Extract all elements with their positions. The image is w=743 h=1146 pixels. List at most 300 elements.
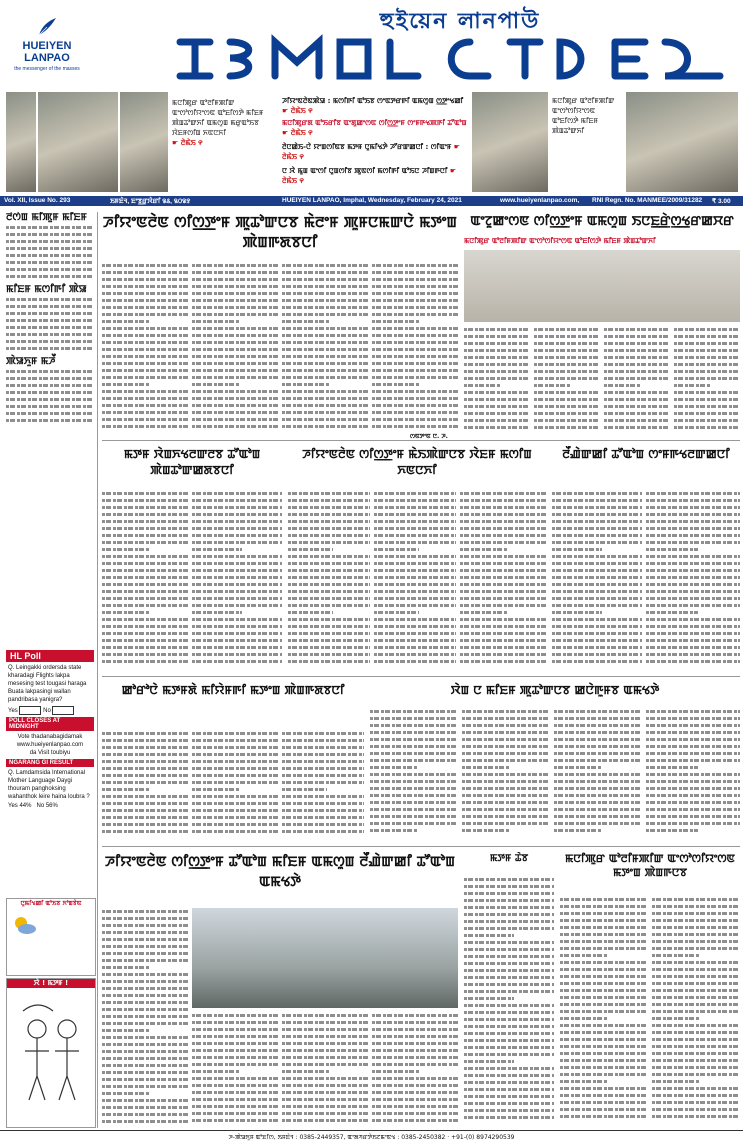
text-line xyxy=(372,1110,458,1117)
text-line xyxy=(288,574,370,581)
text-line xyxy=(560,987,648,994)
text-line xyxy=(464,389,530,396)
text-line xyxy=(374,553,456,560)
text-line xyxy=(288,560,370,567)
text-line xyxy=(462,806,550,813)
weather-box xyxy=(6,898,96,976)
text-line xyxy=(462,813,550,820)
weather-label: ꯅꯨꯃꯤꯠꯀꯤ ꯑꯣꯏꯕ ꯈꯣꯡꯕꯥꯟ xyxy=(20,900,82,907)
text-line xyxy=(652,1099,740,1106)
text-line xyxy=(674,361,740,368)
text-line xyxy=(372,423,458,430)
text-line xyxy=(192,1068,239,1075)
text-line xyxy=(192,1061,278,1068)
text-line xyxy=(372,1096,458,1103)
text-line xyxy=(192,800,278,807)
text-line xyxy=(282,1061,368,1068)
text-line xyxy=(288,658,370,665)
text-line xyxy=(560,1064,648,1071)
text-line xyxy=(288,518,370,525)
text-line xyxy=(102,828,188,835)
text-line xyxy=(370,764,418,771)
text-line xyxy=(604,403,670,410)
text-line xyxy=(102,311,188,318)
main-story-col-2 xyxy=(192,262,278,434)
text-line xyxy=(282,262,368,269)
text-line xyxy=(372,367,458,374)
section-rule xyxy=(102,846,740,847)
text-line xyxy=(460,651,546,658)
text-line xyxy=(192,360,278,367)
text-line xyxy=(674,396,740,403)
lead-headline-2: ꯃꯅꯤꯄꯨꯔꯗ ꯑꯣꯏꯔꯤꯕ ꯑꯦꯗꯨꯀꯦꯁꯟ ꯁꯤꯁ꯭ꯇꯦꯝ ꯁꯦꯝꯒꯠꯄꯒꯤ ꯊꯧꯑꯣꯡ ☛ ꯂꯥꯃꯥꯏ ꯵ xyxy=(282,119,467,137)
text-line xyxy=(6,273,94,280)
text-line xyxy=(102,1027,149,1034)
text-line xyxy=(102,730,188,737)
text-line xyxy=(370,750,458,757)
paper-date-line: HUEIYEN LANPAO, Imphal, Wednesday, February 24, 2021 xyxy=(282,197,462,204)
text-line xyxy=(554,785,642,792)
text-line xyxy=(288,546,333,553)
text-line xyxy=(102,353,188,360)
text-line xyxy=(6,345,94,352)
text-line xyxy=(288,490,370,497)
text-line xyxy=(674,375,740,382)
brand-name-1: HUEIYEN xyxy=(22,40,72,52)
text-line xyxy=(102,416,188,423)
text-line xyxy=(282,1054,368,1061)
side-headline: ꯃꯅꯤꯄꯨꯔ ꯑꯣꯂꯤꯝꯄꯤꯛ ꯑꯦꯁꯣꯁꯤꯌꯦꯁꯟ ꯑꯣꯐꯤꯁꯇꯥ ꯃꯤꯐꯝ ꯄꯥꯡꯊꯣꯛꯈꯤ ꯑꯃꯁꯨꯡ ꯃꯔꯨꯑꯣꯏꯕ ꯋꯥꯐꯝꯁꯤꯡ ꯈꯟꯅꯈꯤ ☛ ꯂꯥꯃꯥꯏ ꯵ xyxy=(172,99,264,147)
text-line xyxy=(462,715,550,722)
text-line xyxy=(102,1083,188,1090)
text-line xyxy=(646,532,740,539)
text-line xyxy=(462,785,550,792)
text-line xyxy=(554,708,642,715)
text-line xyxy=(460,609,507,616)
text-line xyxy=(102,588,188,595)
column-rule xyxy=(97,212,98,1128)
text-line xyxy=(192,644,282,651)
text-line xyxy=(372,1047,458,1054)
text-line xyxy=(6,245,94,252)
text-line xyxy=(102,318,149,325)
text-line xyxy=(282,1047,368,1054)
poll-options: Yes No xyxy=(6,706,94,715)
text-line xyxy=(372,1089,458,1096)
text-line xyxy=(552,539,642,546)
text-line xyxy=(6,259,94,266)
poll-no-checkbox[interactable] xyxy=(52,706,74,715)
text-line xyxy=(102,602,188,609)
text-line xyxy=(460,539,546,546)
text-line xyxy=(460,497,546,504)
text-line xyxy=(192,283,278,290)
text-line xyxy=(192,793,278,800)
text-line xyxy=(282,1019,368,1026)
text-line xyxy=(288,595,370,602)
text-line xyxy=(604,333,670,340)
text-line xyxy=(282,325,368,332)
text-line xyxy=(462,799,550,806)
poll-yes-checkbox[interactable] xyxy=(19,706,41,715)
left-headline-1: ꯂꯩꯁꯥꯡ ꯃꯤꯄꯨꯝ ꯃꯤꯐꯝ xyxy=(6,212,87,223)
text-line xyxy=(372,388,458,395)
row3-left-col-1 xyxy=(102,730,188,840)
text-line xyxy=(646,602,740,609)
text-line xyxy=(102,814,188,821)
text-line xyxy=(6,296,94,303)
left-story-1-body xyxy=(6,224,94,280)
text-line xyxy=(646,525,740,532)
text-line xyxy=(646,518,740,525)
text-line xyxy=(464,932,514,939)
text-line xyxy=(102,908,188,915)
text-line xyxy=(282,269,368,276)
main-story-byline: ꯁꯟꯇꯦꯟ ꯅ. ꯍ. xyxy=(410,433,448,440)
text-line xyxy=(192,779,278,786)
text-line xyxy=(102,395,188,402)
photo-official xyxy=(120,92,168,192)
text-line xyxy=(560,1113,648,1120)
text-line xyxy=(288,581,370,588)
text-line xyxy=(464,1079,554,1086)
text-line xyxy=(464,375,530,382)
text-line xyxy=(192,381,239,388)
text-line xyxy=(460,560,546,567)
photo-soldier xyxy=(6,92,36,192)
text-line xyxy=(646,799,740,806)
text-line xyxy=(554,729,642,736)
text-line xyxy=(288,532,370,539)
text-line xyxy=(102,915,188,922)
text-line xyxy=(192,297,278,304)
text-line xyxy=(102,644,188,651)
text-line xyxy=(282,1117,368,1124)
text-line xyxy=(282,1089,368,1096)
text-line xyxy=(374,539,456,546)
text-line xyxy=(102,623,188,630)
text-line xyxy=(552,553,642,560)
section-rule xyxy=(102,676,740,677)
feather-logo-icon xyxy=(36,16,58,38)
text-line xyxy=(464,1100,554,1107)
text-line xyxy=(192,1047,278,1054)
text-line xyxy=(646,651,740,658)
text-line xyxy=(370,722,458,729)
text-line xyxy=(372,269,458,276)
text-line xyxy=(102,793,188,800)
text-line xyxy=(102,1076,188,1083)
lead-headline-3: ꯂꯥꯅꯀꯥꯏ-ꯅꯥ ꯌꯦꯡꯁꯤꯟꯕ ꯃꯇꯝ ꯅꯨꯃꯤꯠꯇꯥ ꯍꯧꯔꯛꯀꯅꯤ : ꯁꯤꯑꯦꯝ ☛ ꯂꯥꯃꯥꯏ ꯵ xyxy=(282,143,461,161)
text-line xyxy=(102,772,188,779)
text-line xyxy=(372,346,458,353)
text-line xyxy=(374,574,456,581)
text-line xyxy=(288,644,370,651)
right-story-col-4 xyxy=(674,326,740,434)
text-line xyxy=(102,779,188,786)
text-line xyxy=(102,374,188,381)
text-line xyxy=(460,630,546,637)
text-line xyxy=(102,786,149,793)
text-line xyxy=(102,339,188,346)
bottom-right-col-1 xyxy=(560,896,648,1126)
text-line xyxy=(6,403,94,410)
text-line xyxy=(464,925,554,932)
text-line xyxy=(372,304,458,311)
text-line xyxy=(288,630,370,637)
text-line xyxy=(646,757,740,764)
text-line xyxy=(372,318,419,325)
text-line xyxy=(372,332,458,339)
text-line xyxy=(282,1075,368,1082)
text-line xyxy=(460,525,546,532)
text-line xyxy=(464,967,554,974)
text-line xyxy=(534,326,600,333)
text-line xyxy=(6,238,94,245)
text-line xyxy=(102,511,188,518)
text-line xyxy=(646,785,740,792)
main-story-col-1 xyxy=(102,262,188,434)
text-line xyxy=(102,807,188,814)
poll-website-link[interactable]: www.hueiyenlanpao.com xyxy=(16,742,84,748)
text-line xyxy=(6,303,94,310)
text-line xyxy=(282,311,368,318)
text-line xyxy=(374,490,456,497)
text-line xyxy=(534,375,600,382)
text-line xyxy=(554,715,642,722)
bengali-title: হুইয়েন লানপাউ xyxy=(379,9,541,34)
text-line xyxy=(192,730,278,737)
text-line xyxy=(192,574,282,581)
text-line xyxy=(464,410,530,417)
bottom-mid-col xyxy=(464,876,554,1126)
text-line xyxy=(464,1037,554,1044)
text-line xyxy=(560,973,648,980)
text-line xyxy=(464,1107,554,1114)
text-line xyxy=(288,539,370,546)
text-line xyxy=(554,757,642,764)
hl-poll-box xyxy=(6,650,94,809)
text-line xyxy=(462,722,550,729)
text-line xyxy=(652,959,740,966)
text-line xyxy=(464,1051,554,1058)
text-line xyxy=(192,828,278,835)
bottom-main-col-1 xyxy=(102,908,188,1126)
text-line xyxy=(652,1064,740,1071)
text-line xyxy=(464,911,554,918)
text-line xyxy=(374,595,456,602)
price: ₹ 3.00 xyxy=(712,198,731,205)
text-line xyxy=(462,757,550,764)
text-line xyxy=(288,651,370,658)
text-line xyxy=(646,771,740,778)
text-line xyxy=(102,388,188,395)
text-line xyxy=(192,504,282,511)
text-line xyxy=(192,567,282,574)
text-line xyxy=(464,883,554,890)
text-line xyxy=(102,595,188,602)
text-line xyxy=(6,396,94,403)
text-line xyxy=(462,771,550,778)
text-line xyxy=(192,1110,278,1117)
text-line xyxy=(370,736,458,743)
text-line xyxy=(652,1078,700,1085)
text-line xyxy=(646,623,740,630)
text-line xyxy=(282,360,368,367)
text-line xyxy=(652,1029,740,1036)
text-line xyxy=(282,1068,329,1075)
cartoon-label: ꯋꯥ ! ꯃꯇꯝ ! xyxy=(7,979,95,988)
text-line xyxy=(534,382,570,389)
text-line xyxy=(646,546,698,553)
text-line xyxy=(192,623,282,630)
right-story-headline: ꯑꯦꯖꯨꯀꯦꯁꯟ ꯁꯤꯁ꯭ꯇꯦꯝ ꯑꯃꯁꯨꯡ ꯏꯅꯐ꯭ꯔꯥꯁ꯭ꯠꯔꯀꯆꯔ xyxy=(470,214,734,229)
text-line xyxy=(652,1106,740,1113)
photo-masked-officials xyxy=(472,92,548,192)
text-line xyxy=(102,751,188,758)
poll-result-values: Yes 44% No 56% xyxy=(8,803,58,809)
text-line xyxy=(560,903,648,910)
text-line xyxy=(192,602,282,609)
text-line xyxy=(102,985,188,992)
text-line xyxy=(282,730,364,737)
text-line xyxy=(372,311,458,318)
text-line xyxy=(652,938,740,945)
text-line xyxy=(646,644,740,651)
text-line xyxy=(192,1019,278,1026)
text-line xyxy=(652,1071,740,1078)
rni-regn: RNI Regn. No. MANMEE/2009/31282 xyxy=(592,197,703,204)
text-line xyxy=(288,525,370,532)
text-line xyxy=(646,736,740,743)
mid-story-2-col-3 xyxy=(460,490,546,670)
text-line xyxy=(372,1068,419,1075)
text-line xyxy=(372,1054,458,1061)
text-line xyxy=(288,616,370,623)
left-headline-3: ꯄꯥꯎꯈꯨꯝ ꯃꯍꯩ xyxy=(6,356,56,367)
text-line xyxy=(552,595,642,602)
text-line xyxy=(374,532,456,539)
text-line xyxy=(674,382,710,389)
text-line xyxy=(462,743,550,750)
text-line xyxy=(464,424,530,431)
text-line xyxy=(6,324,94,331)
text-line xyxy=(464,361,530,368)
text-line xyxy=(192,630,282,637)
text-line xyxy=(374,546,419,553)
text-line xyxy=(192,346,278,353)
text-line xyxy=(282,367,368,374)
text-line xyxy=(282,1026,368,1033)
text-line xyxy=(372,1082,458,1089)
text-line xyxy=(552,644,642,651)
text-line xyxy=(282,283,368,290)
text-line xyxy=(282,409,368,416)
text-line xyxy=(460,602,546,609)
mid-story-2-headline: ꯍꯤꯌꯦꯟꯂꯥꯟ ꯁꯤꯁ꯭ꯇꯦꯝ ꯃꯥꯏꯄꯥꯛꯅꯕ ꯋꯥꯐꯝ ꯃꯁꯤꯡ ꯈꯟꯅꯈꯤ xyxy=(302,447,532,477)
poll-question: Q. Leingakki ordersda state kharadagi Flights lakpa mesesing test tougasi haraga Buata lakpasingi wallan pandribasa yanigra? xyxy=(8,665,87,703)
text-line xyxy=(192,511,282,518)
text-line xyxy=(652,1085,740,1092)
text-line xyxy=(6,410,94,417)
text-line xyxy=(192,490,282,497)
text-line xyxy=(374,623,456,630)
bottom-main-headline: ꯍꯤꯌꯦꯟꯂꯥꯟ ꯁꯤꯁ꯭ꯇꯦꯝ ꯊꯧꯑꯣꯡ ꯃꯤꯐꯝ ꯑꯃꯁꯨꯡ ꯂꯩꯉꯥꯛꯀꯤ ꯊꯧꯑꯣꯡ ꯑꯃꯠꯇꯥ xyxy=(105,854,455,890)
text-line xyxy=(374,581,456,588)
text-line xyxy=(192,423,278,430)
text-line xyxy=(464,417,530,424)
text-line xyxy=(102,758,188,765)
text-line xyxy=(288,588,370,595)
text-line xyxy=(192,290,278,297)
text-line xyxy=(534,340,600,347)
text-line xyxy=(192,637,282,644)
text-line xyxy=(372,1026,458,1033)
text-line xyxy=(282,751,364,758)
text-line xyxy=(554,771,642,778)
text-line xyxy=(552,658,642,665)
text-line xyxy=(646,722,740,729)
left-story-3-body xyxy=(6,368,94,424)
text-line xyxy=(552,616,642,623)
text-line xyxy=(102,367,188,374)
text-line xyxy=(102,297,188,304)
text-line xyxy=(6,389,94,396)
text-line xyxy=(646,490,740,497)
main-story-headline: ꯍꯤꯌꯦꯟꯂꯥꯟ ꯁꯤꯁ꯭ꯇꯦꯝ ꯄꯨꯊꯣꯛꯅꯕ ꯃꯥꯂꯦꯝ ꯄꯨꯝꯅꯃꯛꯅꯥ ꯃꯇꯦꯡ ꯄꯥꯡꯒꯗꯕꯅꯤ xyxy=(102,213,457,251)
text-line xyxy=(102,964,149,971)
text-line xyxy=(464,890,554,897)
text-line xyxy=(554,827,602,834)
text-line xyxy=(462,792,550,799)
text-line xyxy=(552,546,602,553)
text-line xyxy=(552,525,642,532)
text-line xyxy=(372,339,458,346)
bottom-main-col-3 xyxy=(282,1012,368,1126)
text-line xyxy=(282,388,368,395)
text-line xyxy=(370,771,458,778)
text-line xyxy=(192,1082,278,1089)
text-line xyxy=(554,750,642,757)
text-line xyxy=(288,567,370,574)
text-line xyxy=(372,1040,458,1047)
mid-story-3-headline: ꯂꯩꯉꯥꯛꯀꯤ ꯊꯧꯑꯣꯡ ꯁꯦꯝꯒꯠꯂꯛꯀꯅꯤ xyxy=(562,447,730,461)
text-line xyxy=(460,637,546,644)
text-line xyxy=(372,1033,458,1040)
sun-cloud-icon xyxy=(11,913,37,937)
text-line xyxy=(192,1033,278,1040)
text-line xyxy=(102,1034,188,1041)
text-line xyxy=(560,994,648,1001)
lead-headline-4: ꯅ ꯋꯥ ꯃꯨꯡ ꯑꯦꯁꯤ ꯅꯨꯡꯁꯤꯕ ꯄꯨꯟꯁꯤ ꯃꯁꯤꯒꯤ ꯑꯣꯏꯅ ꯍꯤꯡꯒꯅꯤ ☛ ꯂꯥꯃꯥꯏ ꯵ xyxy=(282,167,457,185)
text-line xyxy=(372,1019,458,1026)
text-line xyxy=(192,658,282,665)
left-headline-2: ꯃꯤꯐꯝ ꯃꯁꯤꯒꯤ ꯄꯥꯎ xyxy=(6,284,87,295)
photo-press-conference xyxy=(464,250,740,322)
text-line xyxy=(370,729,458,736)
text-line xyxy=(192,821,278,828)
text-line xyxy=(282,353,368,360)
text-line xyxy=(374,644,456,651)
text-line xyxy=(102,381,149,388)
text-line xyxy=(372,374,458,381)
text-line xyxy=(372,1103,458,1110)
text-line xyxy=(534,424,600,431)
text-line xyxy=(560,1106,648,1113)
text-line xyxy=(370,708,458,715)
text-line xyxy=(288,637,370,644)
text-line xyxy=(102,658,188,665)
